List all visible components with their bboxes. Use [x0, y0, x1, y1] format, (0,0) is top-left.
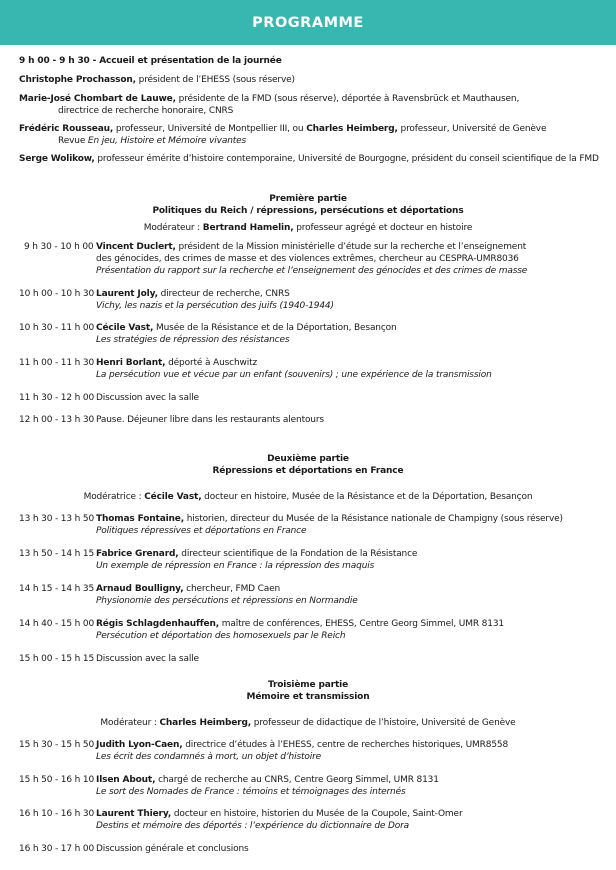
session-title: Physionomie des persécutions et répressions en Normandie — [96, 596, 358, 606]
moderator-line: Modérateur : Bertrand Hamelin, professeur agrégé et docteur en histoire — [143, 223, 473, 233]
session-speaker: Régis Schlagdenhauffen, maître de conférences, EHESS, Centre Georg Simmel, UMR 8131 — [96, 619, 504, 629]
session-speaker: Henri Borlant, déporté à Auschwitz — [96, 358, 258, 368]
session-speaker: Ilsen About, chargé de recherche au CNRS, Centre Georg Simmel, UMR 8131 — [96, 775, 439, 785]
opening-person: Christophe Prochasson, président de l’EHESS (sous réserve) — [19, 75, 295, 85]
session-speaker: Cécile Vast, Musée de la Résistance et de la Déportation, Besançon — [96, 323, 397, 333]
part-title: Répressions et déportations en France — [212, 466, 404, 476]
session-time: 10 h 30 - 11 h 00 — [19, 323, 95, 333]
session-time: 12 h 00 - 13 h 30 — [19, 415, 95, 425]
opening-person-detail: directrice de recherche honoraire, CNRS — [58, 106, 234, 116]
session-time: 11 h 30 - 12 h 00 — [19, 393, 95, 403]
session-time: 15 h 30 - 15 h 50 — [19, 740, 95, 750]
session-title: Les stratégies de répression des résistances — [96, 335, 290, 345]
session-speaker: Vincent Duclert, président de la Mission ministérielle d’étude sur la recherche et l’enseignement — [96, 242, 527, 252]
session-title: Destins et mémoire des déportés : l’expérience du dictionnaire de Dora — [96, 821, 410, 831]
session-speaker: Laurent Thiery, docteur en histoire, historien du Musée de la Coupole, Saint-Omer — [96, 809, 463, 819]
part-label: Deuxième partie — [267, 454, 349, 464]
opening-person: Frédéric Rousseau, professeur, Université de Montpellier III, ou Charles Heimberg, professeur, Université de Genève — [19, 124, 547, 134]
session-title: Vichy, les nazis et la persécution des juifs (1940-1944) — [96, 301, 334, 311]
session-time: 14 h 15 - 14 h 35 — [19, 584, 95, 594]
part-label: Troisième partie — [267, 680, 349, 690]
opening-person: Serge Wolikow, professeur émérite d’histoire contemporaine, Université de Bourgogne, président du conseil scientifique de la FMD — [19, 154, 599, 164]
part-title: Mémoire et transmission — [246, 692, 370, 702]
session-title: Persécution et déportation des homosexuels par le Reich — [96, 631, 346, 641]
session-title: La persécution vue et vécue par un enfant (souvenirs) ; une expérience de la transmission — [96, 370, 492, 380]
opening-person-detail: Revue En jeu, Histoire et Mémoire vivantes — [58, 136, 247, 146]
session-speaker: Thomas Fontaine, historien, directeur du Musée de la Résistance nationale de Champigny (sous réserve) — [96, 514, 563, 524]
session-time: 15 h 00 - 15 h 15 — [19, 654, 95, 664]
part-title: Politiques du Reich / répressions, persécutions et déportations — [152, 206, 464, 216]
opening-heading: 9 h 00 - 9 h 30 - Accueil et présentation de la journée — [19, 56, 282, 66]
session-discussion: Discussion générale et conclusions — [96, 844, 249, 854]
session-title: Les écrit des condamnés à mort, un objet d’histoire — [96, 752, 322, 762]
session-title: Politiques répressives et déportations en France — [96, 526, 307, 536]
session-discussion: Discussion avec la salle — [96, 654, 199, 664]
session-speaker: Judith Lyon-Caen, directrice d’études à l’EHESS, centre de recherches historiques, UMR8558 — [96, 740, 509, 750]
session-title: Présentation du rapport sur la recherche et l’enseignement des génocides et des crimes de masse — [96, 266, 528, 276]
session-time: 9 h 30 - 10 h 00 — [24, 242, 94, 252]
session-time: 16 h 10 - 16 h 30 — [19, 809, 95, 819]
page-title: PROGRAMME — [252, 14, 364, 31]
session-speaker-detail: des génocides, des crimes de masse et des violences extrêmes, chercheur au CESPRA-UMR8036 — [96, 254, 519, 264]
session-time: 16 h 30 - 17 h 00 — [19, 844, 95, 854]
session-time: 13 h 50 - 14 h 15 — [19, 549, 95, 559]
session-break: Pause. Déjeuner libre dans les restaurants alentours — [96, 415, 324, 425]
session-time: 11 h 00 - 11 h 30 — [19, 358, 95, 368]
session-time: 10 h 00 - 10 h 30 — [19, 289, 95, 299]
session-speaker: Arnaud Boulligny, chercheur, FMD Caen — [96, 584, 281, 594]
moderator-line: Modératrice : Cécile Vast, docteur en histoire, Musée de la Résistance et de la Déportation, Besançon — [83, 492, 533, 502]
session-speaker: Fabrice Grenard, directeur scientifique de la Fondation de la Résistance — [96, 549, 418, 559]
session-time: 15 h 50 - 16 h 10 — [19, 775, 95, 785]
session-speaker: Laurent Joly, directeur de recherche, CNRS — [96, 289, 290, 299]
session-title: Un exemple de répression en France : la répression des maquis — [96, 561, 375, 571]
session-time: 14 h 40 - 15 h 00 — [19, 619, 95, 629]
opening-person: Marie-José Chombart de Lauwe, présidente de la FMD (sous réserve), déportée à Ravensbrück et Mauthausen, — [19, 94, 520, 104]
part-label: Première partie — [269, 194, 347, 204]
moderator-line: Modérateur : Charles Heimberg, professeur de didactique de l’histoire, Université de Genève — [100, 718, 516, 728]
session-time: 13 h 30 - 13 h 50 — [19, 514, 95, 524]
session-discussion: Discussion avec la salle — [96, 393, 199, 403]
session-title: Le sort des Nomades de France : témoins et témoignages des internés — [96, 787, 406, 797]
programme-banner — [0, 0, 616, 45]
